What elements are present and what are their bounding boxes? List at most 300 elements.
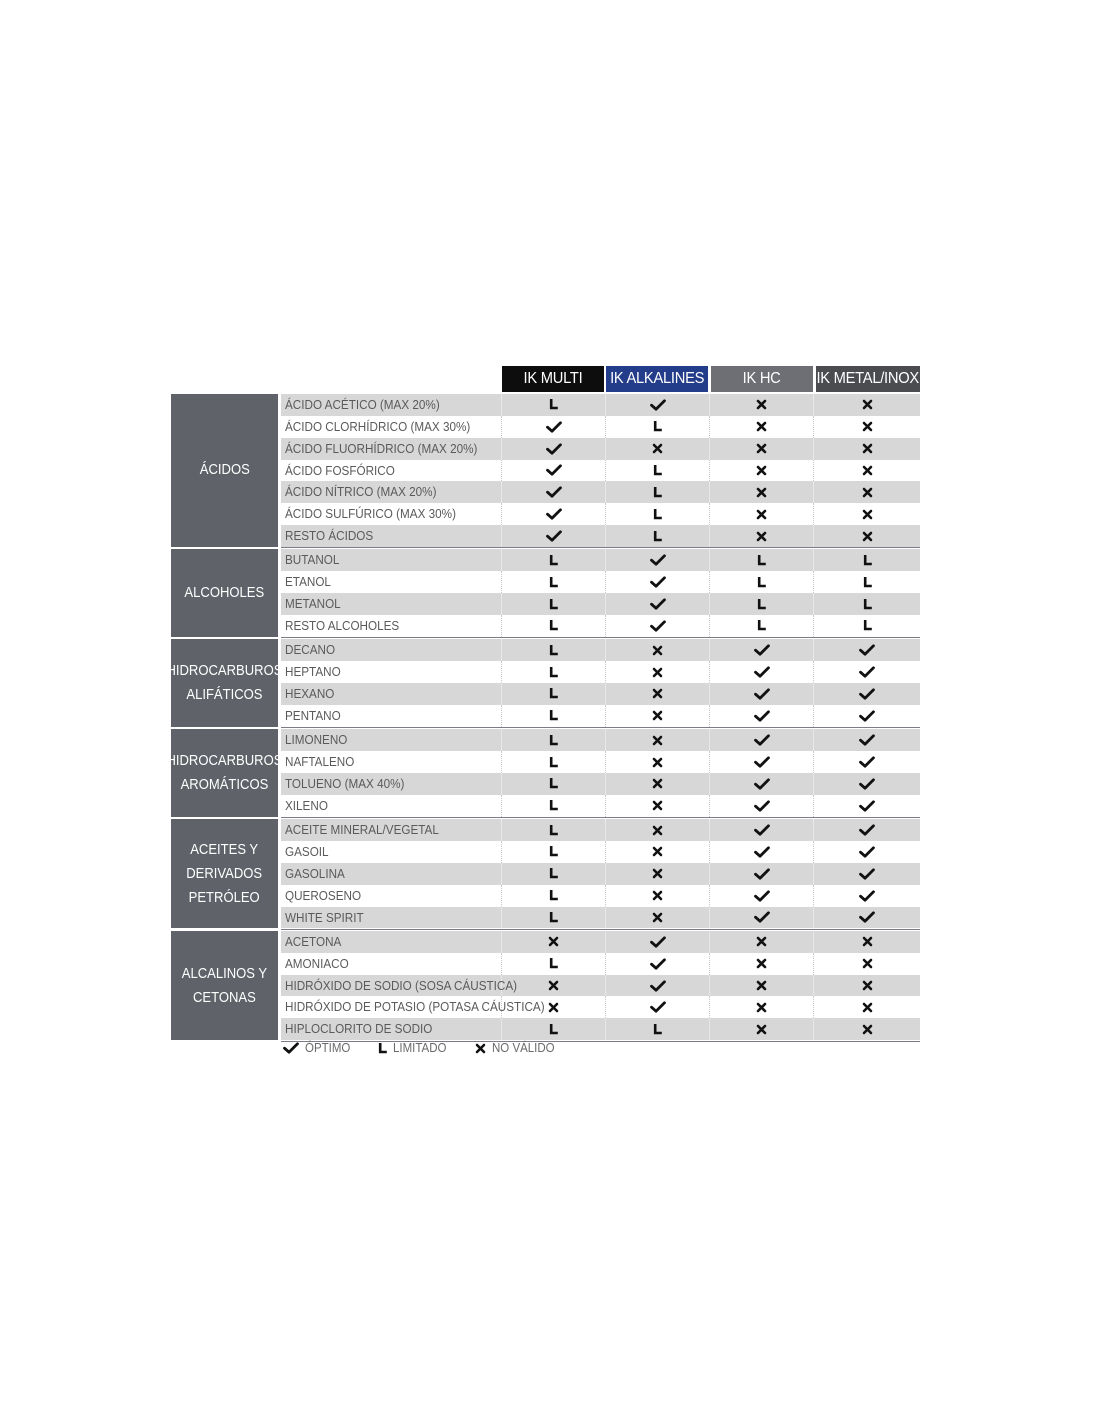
rating-cell xyxy=(709,751,813,773)
substance-name xyxy=(281,773,501,795)
table-row xyxy=(281,503,920,525)
legend-item xyxy=(378,1038,451,1058)
rating-cell xyxy=(501,819,605,841)
check-icon xyxy=(650,620,666,632)
substance-name-text: TOLUENO (MAX 40%) xyxy=(285,775,405,791)
check-icon xyxy=(754,824,770,836)
rating-cell xyxy=(709,953,813,975)
limited-icon xyxy=(653,421,662,432)
category-label-line: ALIFÁTICOS xyxy=(186,687,263,704)
rating-cell xyxy=(605,394,709,416)
table-row xyxy=(281,394,920,416)
rating-cell xyxy=(709,615,813,637)
rating-cell xyxy=(709,729,813,751)
cross-icon xyxy=(756,936,767,947)
substance-name-text: ACEITE MINERAL/VEGETAL xyxy=(285,822,439,838)
rating-cell xyxy=(605,615,709,637)
limited-icon xyxy=(549,645,558,656)
substance-name-text: ACETONA xyxy=(285,933,342,949)
cross-icon xyxy=(652,688,663,699)
rating-cell xyxy=(709,975,813,997)
category-label-line: HIDROCARBUROS xyxy=(166,752,283,769)
cross-icon xyxy=(862,1024,873,1035)
substance-name-text: QUEROSENO xyxy=(285,887,362,903)
cross-icon xyxy=(652,912,663,923)
table-row xyxy=(281,751,920,773)
cross-icon xyxy=(862,421,873,432)
substance-name xyxy=(281,394,501,416)
limited-icon xyxy=(549,555,558,566)
check-icon xyxy=(546,421,562,433)
check-icon xyxy=(650,936,666,948)
rating-cell xyxy=(709,394,813,416)
cross-icon xyxy=(652,667,663,678)
rating-cell xyxy=(605,819,709,841)
substance-name xyxy=(281,683,501,705)
limited-icon xyxy=(549,399,558,410)
substance-name-text: RESTO ÁCIDOS xyxy=(285,528,374,544)
limited-icon xyxy=(549,912,558,923)
rating-cell xyxy=(605,481,709,503)
rating-cell xyxy=(813,394,920,416)
substance-name-text: GASOIL xyxy=(285,844,329,859)
column-header-ik-multi: IK MULTI xyxy=(502,366,604,392)
check-icon xyxy=(859,644,875,656)
category-label-line: HIDROCARBUROS xyxy=(166,663,283,680)
rating-cell xyxy=(813,863,920,885)
check-icon xyxy=(754,644,770,656)
table-row xyxy=(281,953,920,975)
check-icon xyxy=(859,778,875,790)
rating-cell xyxy=(605,841,709,863)
group-divider xyxy=(281,929,920,930)
substance-name-text: ÁCIDO CLORHÍDRICO (MAX 30%) xyxy=(285,418,471,434)
category-label xyxy=(166,729,283,816)
rating-cell xyxy=(813,481,920,503)
category-label xyxy=(171,931,278,1040)
cross-icon xyxy=(862,399,873,410)
rating-cell xyxy=(501,773,605,795)
substance-name-text: HIDRÓXIDO DE POTASIO (POTASA CÁUSTICA) xyxy=(285,999,545,1015)
limited-icon xyxy=(653,509,662,520)
rating-cell xyxy=(501,549,605,571)
cross-icon xyxy=(652,800,663,811)
substance-name-text: ÁCIDO FOSFÓRICO xyxy=(285,462,395,478)
cross-icon xyxy=(652,890,663,901)
substance-name xyxy=(281,705,501,727)
rating-cell xyxy=(605,525,709,547)
limited-icon xyxy=(653,487,662,498)
rating-cell xyxy=(501,615,605,637)
rating-cell xyxy=(605,661,709,683)
rating-cell xyxy=(813,751,920,773)
check-icon xyxy=(859,890,875,902)
substance-name-text: ÁCIDO NÍTRICO (MAX 20%) xyxy=(285,484,437,500)
rating-cell xyxy=(605,639,709,661)
rating-cell xyxy=(605,460,709,482)
cross-icon xyxy=(756,1002,767,1013)
check-icon xyxy=(859,911,875,923)
rating-cell xyxy=(501,571,605,593)
rating-cell xyxy=(709,593,813,615)
substance-name xyxy=(281,481,501,503)
rating-cell xyxy=(501,593,605,615)
cross-icon xyxy=(652,443,663,454)
substance-name-text: ÁCIDO FLUORHÍDRICO (MAX 20%) xyxy=(285,440,478,456)
rating-cell xyxy=(813,438,920,460)
substance-name-text: BUTANOL xyxy=(285,552,340,568)
cross-icon xyxy=(652,778,663,789)
group-divider xyxy=(281,1041,920,1042)
table-row xyxy=(281,683,920,705)
limited-icon xyxy=(653,465,662,476)
table-row xyxy=(281,438,920,460)
rating-cell xyxy=(501,885,605,907)
limited-icon xyxy=(653,1024,662,1035)
rating-cell xyxy=(813,953,920,975)
cross-icon xyxy=(652,868,663,879)
table-row xyxy=(281,863,920,885)
rating-cell xyxy=(501,503,605,525)
substance-name xyxy=(281,885,501,907)
rating-cell xyxy=(605,953,709,975)
check-icon xyxy=(754,756,770,768)
category-label xyxy=(166,639,283,726)
cross-icon xyxy=(548,980,559,991)
cross-icon xyxy=(756,531,767,542)
rating-cell xyxy=(709,416,813,438)
substance-name xyxy=(281,1018,501,1040)
rating-cell xyxy=(501,394,605,416)
rating-cell xyxy=(605,705,709,727)
limited-icon xyxy=(549,800,558,811)
group-divider xyxy=(281,637,920,638)
substance-name-text: GASOLINA xyxy=(285,865,345,881)
legend-item xyxy=(475,1038,560,1058)
rating-cell xyxy=(813,931,920,953)
rating-cell xyxy=(813,819,920,841)
substance-name-text: RESTO ALCOHOLES xyxy=(285,618,400,633)
rating-cell xyxy=(605,438,709,460)
rating-cell xyxy=(813,593,920,615)
check-icon xyxy=(859,868,875,880)
rating-cell xyxy=(813,885,920,907)
substance-name xyxy=(281,953,501,975)
rating-cell xyxy=(605,503,709,525)
rating-cell xyxy=(813,503,920,525)
cross-icon xyxy=(548,1002,559,1013)
table-row xyxy=(281,1018,920,1040)
substance-name-text: PENTANO xyxy=(285,707,341,723)
rating-cell xyxy=(501,481,605,503)
substance-name xyxy=(281,819,501,841)
rating-cell xyxy=(709,841,813,863)
limited-icon xyxy=(549,620,558,631)
substance-name xyxy=(281,795,501,817)
rating-cell xyxy=(813,683,920,705)
group-divider xyxy=(281,727,920,728)
limited-icon xyxy=(378,1043,387,1054)
rating-cell xyxy=(709,795,813,817)
substance-name-text: ETANOL xyxy=(285,574,331,590)
limited-icon xyxy=(549,868,558,879)
substance-name-text: AMONIACO xyxy=(285,955,349,971)
rating-cell xyxy=(709,683,813,705)
table-row xyxy=(281,416,920,438)
check-icon xyxy=(650,980,666,992)
rating-cell xyxy=(605,1018,709,1040)
substance-name-text: ÁCIDO ACÉTICO (MAX 20%) xyxy=(285,397,440,412)
category-label xyxy=(171,819,278,928)
column-header-ik-hc: IK HC xyxy=(711,366,813,392)
substance-name xyxy=(281,931,501,953)
cross-icon xyxy=(652,846,663,857)
cross-icon xyxy=(862,509,873,520)
limited-icon xyxy=(549,890,558,901)
rating-cell xyxy=(813,705,920,727)
rating-cell xyxy=(813,661,920,683)
cross-icon xyxy=(652,645,663,656)
group-divider xyxy=(281,817,920,818)
substance-name xyxy=(281,751,501,773)
rating-cell xyxy=(605,795,709,817)
cross-icon xyxy=(862,443,873,454)
check-icon xyxy=(859,666,875,678)
substance-name-text: WHITE SPIRIT xyxy=(285,909,364,925)
cross-icon xyxy=(862,958,873,969)
substance-name-text: LIMONENO xyxy=(285,732,348,748)
category-label-line: AROMÁTICOS xyxy=(180,776,269,793)
substance-name-text: NAFTALENO xyxy=(285,754,355,770)
rating-cell xyxy=(709,773,813,795)
substance-name xyxy=(281,593,501,615)
limited-icon xyxy=(863,577,872,588)
limited-icon xyxy=(549,735,558,746)
limited-icon xyxy=(863,620,872,631)
check-icon xyxy=(754,710,770,722)
limited-icon xyxy=(757,577,766,588)
column-header-ik-alkalines: IK ALKALINES xyxy=(606,366,708,392)
column-header-ik-metal-inox: IK METAL/INOX xyxy=(816,366,920,392)
cross-icon xyxy=(862,487,873,498)
rating-cell xyxy=(709,931,813,953)
rating-cell xyxy=(501,841,605,863)
rating-cell xyxy=(709,481,813,503)
legend-label: ÓPTIMO xyxy=(305,1041,351,1055)
legend-label: LIMITADO xyxy=(393,1041,447,1055)
check-icon xyxy=(546,530,562,542)
rating-cell xyxy=(501,863,605,885)
substance-name xyxy=(281,661,501,683)
rating-cell xyxy=(813,639,920,661)
table-row xyxy=(281,819,920,841)
rating-cell xyxy=(605,593,709,615)
check-icon xyxy=(859,846,875,858)
substance-name xyxy=(281,907,501,929)
rating-cell xyxy=(813,571,920,593)
category-label-line: CETONAS xyxy=(193,989,256,1006)
substance-name xyxy=(281,975,518,997)
table-row xyxy=(281,615,920,637)
category-label-line: ALCOHOLES xyxy=(184,585,265,602)
rating-cell xyxy=(709,460,813,482)
table-row xyxy=(281,481,920,503)
rating-cell xyxy=(709,907,813,929)
check-icon xyxy=(754,800,770,812)
table-row xyxy=(281,996,920,1018)
substance-name xyxy=(281,549,501,571)
cross-icon xyxy=(652,757,663,768)
cross-icon xyxy=(756,487,767,498)
cross-icon xyxy=(756,443,767,454)
rating-cell xyxy=(813,996,920,1018)
rating-cell xyxy=(709,819,813,841)
group-divider xyxy=(281,547,920,548)
rating-cell xyxy=(813,907,920,929)
check-icon xyxy=(650,554,666,566)
category-label-line: ACEITES Y xyxy=(190,841,259,858)
check-icon xyxy=(650,399,666,411)
rating-cell xyxy=(605,996,709,1018)
rating-cell xyxy=(605,683,709,705)
check-icon xyxy=(650,598,666,610)
rating-cell xyxy=(813,795,920,817)
check-icon xyxy=(754,890,770,902)
check-icon xyxy=(546,486,562,498)
substance-name-text: HEPTANO xyxy=(285,664,341,680)
rating-cell xyxy=(605,907,709,929)
check-icon xyxy=(754,688,770,700)
rating-cell xyxy=(813,773,920,795)
limited-icon xyxy=(549,757,558,768)
check-icon xyxy=(650,958,666,970)
check-icon xyxy=(650,576,666,588)
table-row xyxy=(281,593,920,615)
table-row xyxy=(281,460,920,482)
substance-name xyxy=(281,615,501,637)
cross-icon xyxy=(756,421,767,432)
table-row xyxy=(281,549,920,571)
table-row xyxy=(281,705,920,727)
limited-icon xyxy=(863,599,872,610)
table-row xyxy=(281,639,920,661)
rating-cell xyxy=(709,996,813,1018)
cross-icon xyxy=(862,980,873,991)
check-icon xyxy=(754,911,770,923)
table-row xyxy=(281,885,920,907)
rating-cell xyxy=(501,683,605,705)
rating-cell xyxy=(501,907,605,929)
limited-icon xyxy=(549,1024,558,1035)
rating-cell xyxy=(501,661,605,683)
rating-cell xyxy=(709,1018,813,1040)
check-icon xyxy=(859,688,875,700)
category-label xyxy=(171,549,278,636)
rating-cell xyxy=(605,863,709,885)
rating-cell xyxy=(605,416,709,438)
substance-name xyxy=(281,525,501,547)
rating-cell xyxy=(605,931,709,953)
cross-icon xyxy=(862,1002,873,1013)
table-row xyxy=(281,729,920,751)
substance-name xyxy=(281,460,501,482)
rating-cell xyxy=(605,975,709,997)
table-row xyxy=(281,571,920,593)
limited-icon xyxy=(757,599,766,610)
rating-cell xyxy=(605,751,709,773)
legend-label: NO VÁLIDO xyxy=(492,1041,555,1055)
category-label xyxy=(171,394,278,547)
cross-icon xyxy=(862,936,873,947)
limited-icon xyxy=(549,710,558,721)
rating-cell xyxy=(813,460,920,482)
check-icon xyxy=(650,1001,666,1013)
cross-icon xyxy=(652,735,663,746)
substance-name-text: HIPLOCLORITO DE SODIO xyxy=(285,1021,433,1037)
rating-cell xyxy=(605,729,709,751)
check-icon xyxy=(754,846,770,858)
check-icon xyxy=(283,1042,299,1054)
rating-cell xyxy=(501,953,605,975)
table-row xyxy=(281,661,920,683)
rating-cell xyxy=(709,438,813,460)
table-row xyxy=(281,525,920,547)
cross-icon xyxy=(756,399,767,410)
check-icon xyxy=(754,868,770,880)
rating-cell xyxy=(501,460,605,482)
check-icon xyxy=(754,778,770,790)
rating-cell xyxy=(709,525,813,547)
check-icon xyxy=(546,508,562,520)
cross-icon xyxy=(756,958,767,969)
rating-cell xyxy=(813,729,920,751)
limited-icon xyxy=(549,846,558,857)
substance-name xyxy=(281,639,501,661)
substance-name-text: HIDRÓXIDO DE SODIO (SOSA CÁUSTICA) xyxy=(285,977,518,993)
substance-name-text: HEXANO xyxy=(285,686,335,702)
table-row xyxy=(281,907,920,929)
rating-cell xyxy=(709,639,813,661)
rating-cell xyxy=(709,885,813,907)
limited-icon xyxy=(549,577,558,588)
rating-cell xyxy=(709,571,813,593)
rating-cell xyxy=(605,549,709,571)
rating-cell xyxy=(709,863,813,885)
substance-name xyxy=(281,996,545,1018)
limited-icon xyxy=(653,531,662,542)
limited-icon xyxy=(757,555,766,566)
rating-cell xyxy=(501,639,605,661)
substance-name xyxy=(281,571,501,593)
limited-icon xyxy=(549,599,558,610)
cross-icon xyxy=(548,936,559,947)
rating-cell xyxy=(501,931,605,953)
legend-item xyxy=(283,1038,354,1058)
rating-cell xyxy=(501,525,605,547)
cross-icon xyxy=(862,465,873,476)
substance-name xyxy=(281,416,501,438)
cross-icon xyxy=(652,710,663,721)
cross-icon xyxy=(756,980,767,991)
table-row xyxy=(281,931,920,953)
cross-icon xyxy=(862,531,873,542)
substance-name xyxy=(281,729,501,751)
category-label-line: ALCALINOS Y xyxy=(181,965,268,982)
rating-cell xyxy=(501,751,605,773)
check-icon xyxy=(859,824,875,836)
rating-cell xyxy=(709,503,813,525)
limited-icon xyxy=(757,620,766,631)
